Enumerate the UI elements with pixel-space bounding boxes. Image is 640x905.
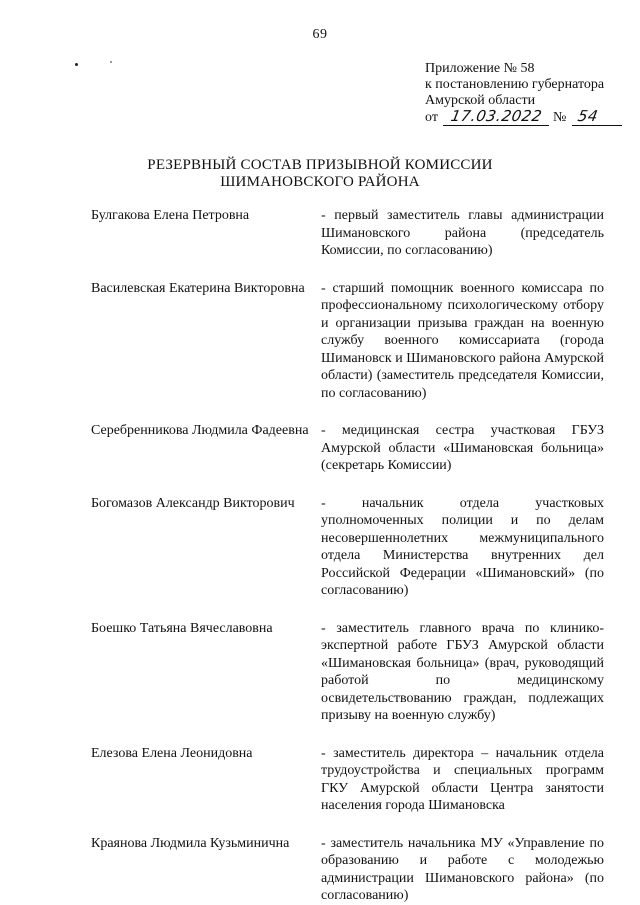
appendix-region: Амурской области: [425, 93, 536, 108]
date-prefix: от: [425, 110, 438, 125]
member-role: - начальник отдела участковых уполномоченных полиции и по делам несовершеннолетних межмуниципального отдела Министерства внутренних дел Российской Федерации «Шимановский» (по согласованию): [321, 495, 604, 598]
member-name: Елезова Елена Леонидовна: [91, 745, 253, 761]
member-name: Булгакова Елена Петровна: [91, 208, 250, 223]
handwritten-number: 54: [576, 107, 600, 125]
member-entry: [91, 495, 611, 600]
page-number: 69: [312, 27, 328, 42]
member-name: Боешко Татьяна Вячеславовна: [91, 620, 273, 636]
member-role: - первый заместитель главы администрации Шимановского района (председатель Комиссии, по согласованию): [321, 208, 604, 258]
scan-speck: [110, 61, 112, 63]
date-field: [443, 109, 549, 126]
number-prefix: №: [552, 110, 567, 125]
member-entry: [91, 620, 611, 725]
member-role: - заместитель главного врача по клинико-экспертной работе ГБУЗ Амурской области «Шимановская больница» (врач, руководящий работой по медицинскому освидетельствованию граждан, подлежащих призыву на военную службу): [321, 620, 604, 723]
title-line-1: РЕЗЕРВНЫЙ СОСТАВ ПРИЗЫВНОЙ КОМИССИИ: [147, 157, 493, 173]
member-entry: [91, 745, 611, 815]
members-list: [91, 207, 611, 905]
appendix-decree-ref: к постановлению губернатора: [425, 77, 605, 92]
appendix-date-line: [425, 109, 625, 126]
handwritten-date: 17.03.2022: [449, 107, 544, 125]
member-entry: [91, 280, 611, 403]
member-role: - медицинская сестра участковая ГБУЗ Амурской области «Шимановская больница» (секретарь Комиссии): [321, 423, 604, 473]
document-title: [0, 157, 640, 191]
member-name: Василевская Екатерина Викторовна: [91, 280, 305, 296]
member-entry: [91, 207, 611, 260]
member-name: Богомазов Александр Викторович: [91, 495, 295, 511]
appendix-block: [425, 61, 625, 126]
scan-speck: [75, 63, 78, 66]
title-line-2: ШИМАНОВСКОГО РАЙОНА: [220, 174, 420, 190]
member-entry: [91, 835, 611, 905]
member-role: - заместитель директора – начальник отдела трудоустройства и специальных программ ГКУ Амурской области Центра занятости населения города Шимановска: [321, 745, 604, 813]
member-role: - заместитель начальника МУ «Управление по образованию и работе с молодежью администрации Шимановского района» (по согласованию): [321, 835, 604, 903]
member-entry: [91, 422, 611, 475]
member-name: Серебренникова Людмила Фадеевна: [91, 423, 309, 438]
number-field: [572, 109, 622, 126]
appendix-number: Приложение № 58: [425, 61, 535, 76]
member-name: Краянова Людмила Кузьминична: [91, 835, 290, 851]
member-role: - старший помощник военного комиссара по профессиональному психологическому отбору и организации призыва граждан на военную службу военного комиссариата (города Шимановск и Шимановского района Амурской области) (заместитель председателя Комиссии, по согласованию): [321, 280, 604, 401]
